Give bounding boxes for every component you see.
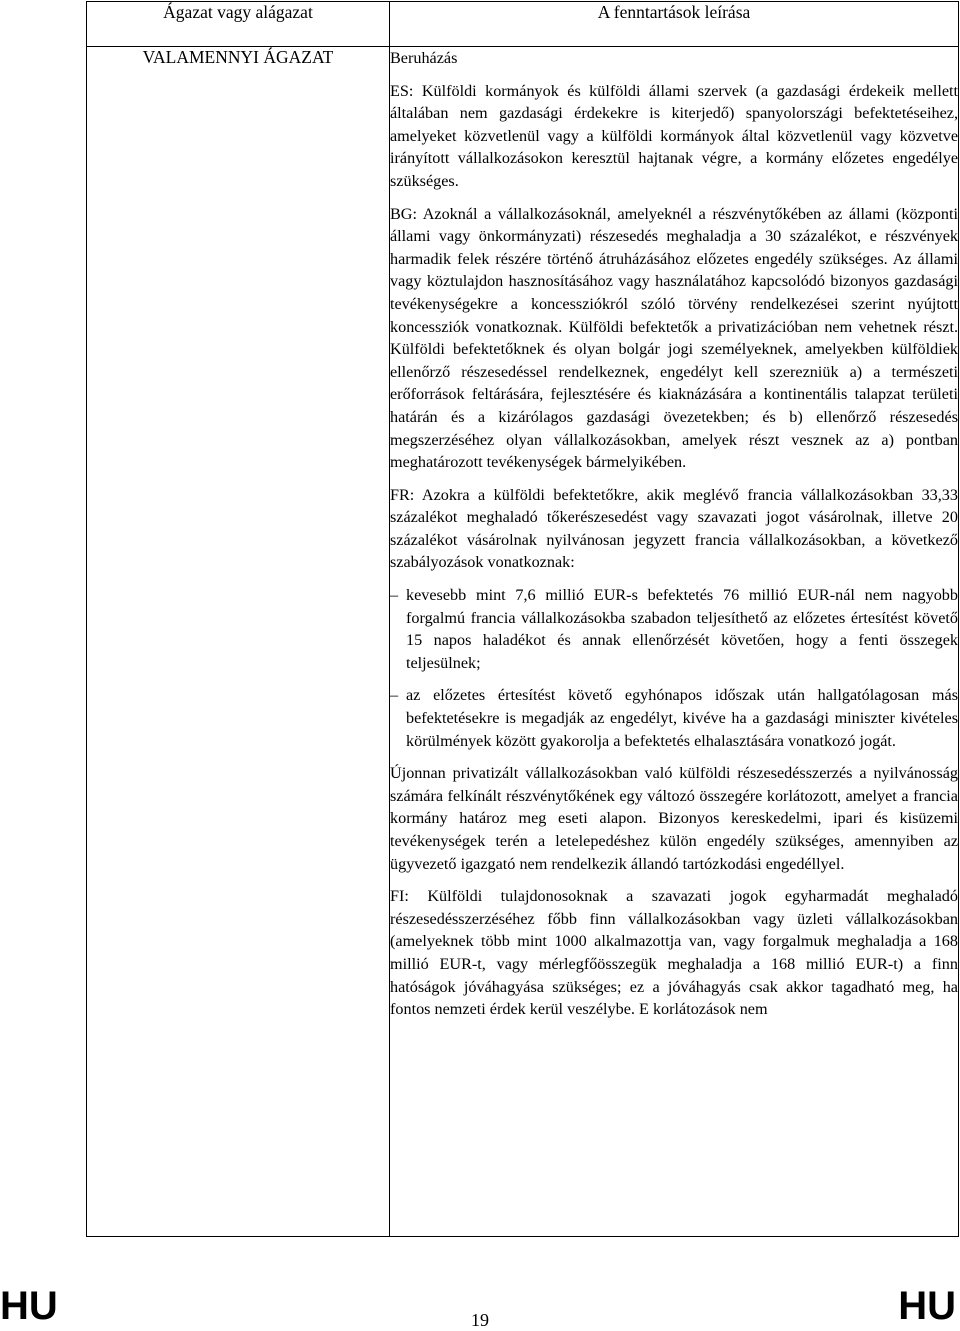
header-sector: Ágazat vagy alágazat xyxy=(87,2,390,47)
footer-language-right: HU xyxy=(898,1284,956,1328)
paragraph-fr: FR: Azokra a külföldi befektetőkre, akik meglévő francia vállalkozásokban 33,33 százalékot meghaladó tőkerészesedést vagy szavazati jogot vásárolnak, illetve 20 százalékot vásárolnak nyilvánosan jegyzett francia vállalkozásokban, a következő szabályozások vonatkoznak: xyxy=(390,485,958,572)
description-cell xyxy=(390,47,959,1237)
dash-item xyxy=(390,684,958,752)
table-header-row xyxy=(87,2,959,47)
dash-mark: – xyxy=(390,686,399,705)
paragraph-es: ES: Külföldi kormányok és külföldi állami szervek (a gazdasági érdekeik mellett általában nem gazdasági érdekekre is kiterjedő) spanyolországi befektetéseihez, amelyeket közvetlenül vagy a külföldi kormányok által közvetlenül vagy közvetve irányított vállalkozásokon keresztül hajtanak végre, a kormány előzetes engedélye szükséges. xyxy=(390,81,958,190)
section-title: Beruházás xyxy=(390,49,458,67)
dash-item xyxy=(390,584,958,674)
dash-item-text: kevesebb mint 7,6 millió EUR-s befektetés 76 millió EUR-nál nem nagyobb forgalmú francia vállalkozásokba szabadon teljesíthető az előzetes értesítést követő 15 napos haladékot és annak ellenőrzését követően, hogy a fenti összegek teljesülnek; xyxy=(406,586,958,672)
dash-item-text: az előzetes értesítést követő egyhónapos időszak után hallgatólagosan más befektetésekre is megadják az engedélyt, kivéve ha a gazdasági miniszter kivételes körülmények között gyakorolja a befektetés elhalasztására vonatkozó jogát. xyxy=(406,686,958,750)
header-description: A fenntartások leírása xyxy=(390,2,959,47)
sector-cell xyxy=(87,47,390,1237)
paragraph-fi: FI: Külföldi tulajdonosoknak a szavazati jogok egyharmadát meghaladó részesedésszerzéséhez főbb finn vállalkozásokban vagy üzleti vállalkozásokban (amelyeknek több mint 1000 alkalmazottja van, vagy forgalmuk meghaladja a 168 millió EUR-t, vagy mérlegfőösszegük meghaladja a 168 millió EUR-t) a finn hatóságok jóváhagyása szükséges; ez a jóváhagyás csak akkor tagadható meg, ha fontos nemzeti érdek kerül veszélybe. E korlátozások nem xyxy=(390,887,958,1019)
page-number: 19 xyxy=(471,1310,489,1330)
dash-mark: – xyxy=(390,586,399,605)
footer-language-left: HU xyxy=(0,1284,58,1328)
table-row xyxy=(87,47,959,1237)
sector-name: VALAMENNYI ÁGAZAT xyxy=(142,47,334,67)
reservations-table xyxy=(86,1,959,1237)
paragraph-fr-privatization: Újonnan privatizált vállalkozásokban való külföldi részesedésszerzés a nyilvánosság számára felkínált részvénytőkének egy változó összegére korlátozott, amelyet a francia kormány határoz meg eseti alapon. Bizonyos kereskedelmi, ipari és kisüzemi tevékenységek terén a letelepedéshez külön engedély szükséges, amennyiben az ügyvezető igazgató nem rendelkezik állandó tartózkodási engedéllyel. xyxy=(390,764,958,873)
paragraph-bg: BG: Azoknál a vállalkozásoknál, amelyeknél a részvénytőkében az állami (központi állami vagy önkormányzati) részesedés meghaladja a 30 százalékot, e részvények harmadik felek részére történő átruházásához előzetes engedély szükséges. Az állami vagy köztulajdon hasznosításához vagy használatához kapcsolódó bizonyos gazdasági tevékenységekre a koncessziókról szóló törvény rendelkezései szerint nyújtott koncessziók vonatkoznak. Külföldi befektetők a privatizációban nem vehetnek részt. Külföldi befektetőknek és olyan bolgár jogi személyeknek, amelyekben külföldiek ellenőrző részesedéssel rendelkeznek, engedélyt kell szerezniük a) a természeti erőforrások feltárására, fejlesztésére és kiaknázására a kontinentális talapzat területi határán és a kizárólagos gazdasági övezetekben; és b) ellenőrző részesedés megszerzéséhez olyan vállalkozásokban, amelyek részt vesznek az a) pontban meghatározott tevékenységek bármelyikében. xyxy=(390,204,958,472)
